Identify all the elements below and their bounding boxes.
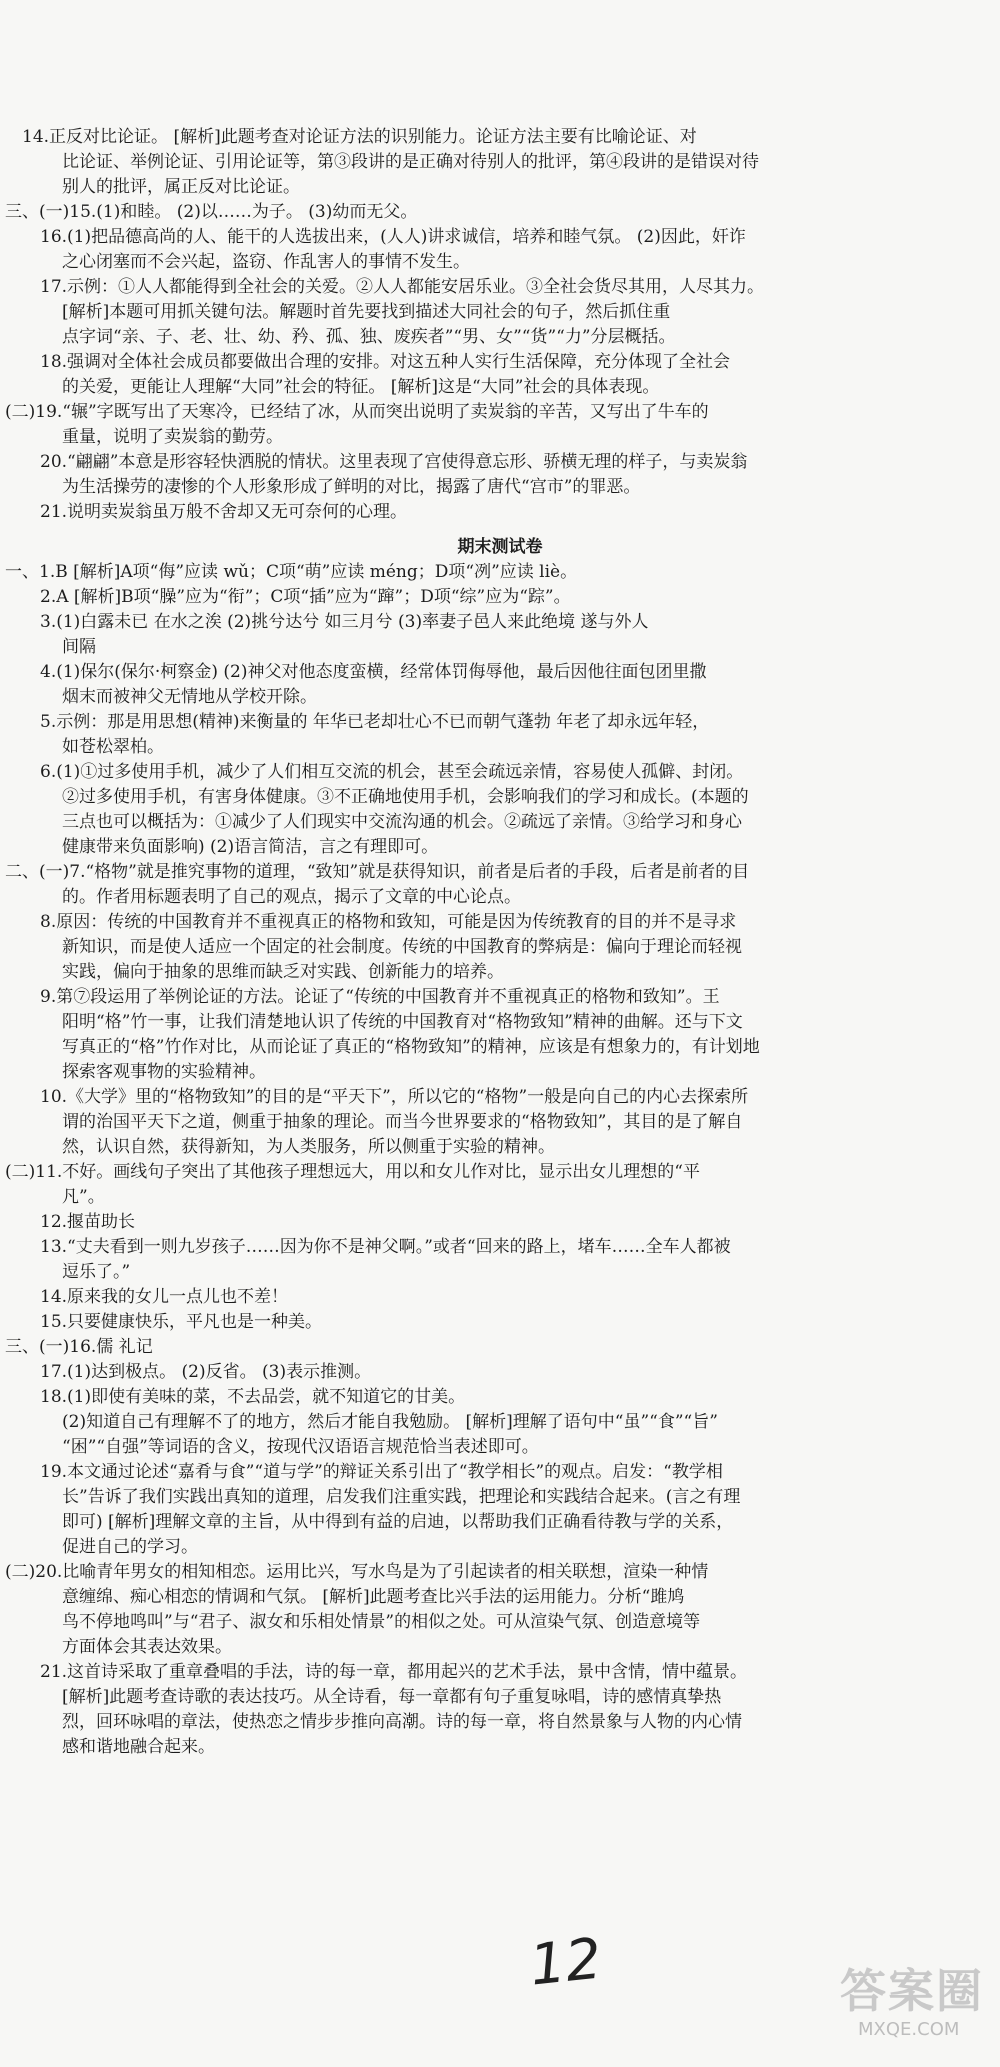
text-line: 20.“翩翩”本意是形容轻快洒脱的情状。这里表现了宫使得意忘形、骄横无理的样子，与卖炭翁 <box>40 452 748 472</box>
text-line: 9.第⑦段运用了举例论证的方法。论证了“传统的中国教育并不重视真正的格物和致知”。王 <box>40 987 720 1007</box>
text-line: 21.说明卖炭翁虽万般不舍却又无可奈何的心理。 <box>40 502 408 522</box>
text-line: 13.“丈夫看到一则九岁孩子……因为你不是神父啊。”或者“回来的路上，堵车……全车人都被 <box>40 1237 731 1257</box>
text-line: 阳明“格”竹一事，让我们清楚地认识了传统的中国教育对“格物致知”精神的曲解。还与下文 <box>62 1012 743 1032</box>
text-line: 新知识，而是使人适应一个固定的社会制度。传统的中国教育的弊病是：偏向于理论而轻视 <box>62 937 742 957</box>
text-line: 6.(1)①过多使用手机，减少了人们相互交流的机会，甚至会疏远亲情，容易使人孤僻、封闭。 <box>40 762 744 782</box>
text-line: 17.(1)达到极点。 (2)反省。 (3)表示推测。 <box>40 1362 372 1382</box>
text-line: 三点也可以概括为：①减少了人们现实中交流沟通的机会。②疏远了亲情。③给学习和身心 <box>62 812 742 832</box>
text-line: (二)11.不好。画线句子突出了其他孩子理想远大，用以和女儿作对比，显示出女儿理想的“平 <box>5 1162 700 1182</box>
text-line: 14.正反对比论证。 [解析]此题考查对论证方法的识别能力。论证方法主要有比喻论证、对 <box>22 127 697 147</box>
text-line: (二)20.比喻青年男女的相知相恋。运用比兴，写水鸟是为了引起读者的相关联想，渲染一种情 <box>5 1562 709 1582</box>
text-line: 别人的批评，属正反对比论证。 <box>62 177 300 197</box>
text-line: 烟末而被神父无情地从学校开除。 <box>62 687 317 707</box>
text-line: 16.(1)把品德高尚的人、能干的人选拔出来，(人人)讲求诚信，培养和睦气氛。 (2)因此，奸诈 <box>40 227 746 247</box>
text-line: 之心闭塞而不会兴起，盗窃、作乱害人的事情不发生。 <box>62 252 470 272</box>
text-line: 比论证、举例论证、引用论证等，第③段讲的是正确对待别人的批评，第④段讲的是错误对待 <box>62 152 759 172</box>
text-line: 促进自己的学习。 <box>62 1537 198 1557</box>
text-line: 点字词“亲、子、老、壮、幼、矜、孤、独、废疾者”“男、女”“货”“力”分层概括。 <box>62 327 676 347</box>
text-line: 的。作者用标题表明了自己的观点，揭示了文章的中心论点。 <box>62 887 521 907</box>
text-line: 方面体会其表达效果。 <box>62 1637 232 1657</box>
text-line: 5.示例：那是用思想(精神)来衡量的 年华已老却壮心不已而朝气蓬勃 年老了却永远年轻， <box>40 712 710 732</box>
text-line: 18.(1)即使有美味的菜，不去品尝，就不知道它的甘美。 <box>40 1387 466 1407</box>
text-line: 凡”。 <box>62 1187 105 1207</box>
text-line: 21.这首诗采取了重章叠唱的手法，诗的每一章，都用起兴的艺术手法，景中含情，情中蕴景。 <box>40 1662 748 1682</box>
text-line: 如苍松翠柏。 <box>62 737 164 757</box>
text-line: 鸟不停地鸣叫”与“君子、淑女和乐相处情景”的相似之处。可从渲染气氛、创造意境等 <box>62 1612 701 1632</box>
text-line: 烈，回环咏唱的章法，使热恋之情步步推向高潮。诗的每一章，将自然景象与人物的内心情 <box>62 1712 742 1732</box>
text-line: 意缠绵、痴心相恋的情调和气氛。 [解析]此题考查比兴手法的运用能力。分析“雎鸠 <box>62 1587 685 1607</box>
text-line: 健康带来负面影响) (2)语言简洁，言之有理即可。 <box>62 837 439 857</box>
text-line: 探索客观事物的实验精神。 <box>62 1062 266 1082</box>
text-line: 19.本文通过论述“嘉肴与食”“道与学”的辩证关系引出了“教学相长”的观点。启发：“教学相 <box>40 1462 723 1482</box>
text-line: 3.(1)白露未已 在水之涘 (2)挑兮达兮 如三月兮 (3)率妻子邑人来此绝境 遂与外人 <box>40 612 649 632</box>
text-line: 10.《大学》里的“格物致知”的目的是“平天下”，所以它的“格物”一般是向自己的内心去探索所 <box>40 1087 749 1107</box>
text-line: ②过多使用手机，有害身体健康。③不正确地使用手机，会影响我们的学习和成长。(本题的 <box>62 787 749 807</box>
text-line: 18.强调对全体社会成员都要做出合理的安排。对这五种人实行生活保障，充分体现了全社会 <box>40 352 731 372</box>
text-line: 一、1.B [解析]A项“侮”应读 wǔ；C项“萌”应读 méng；D项“冽”应读 liè。 <box>5 562 578 582</box>
text-line: 15.只要健康快乐，平凡也是一种美。 <box>40 1312 323 1332</box>
text-line: 2.A [解析]B项“臊”应为“衔”；C项“插”应为“蹿”；D项“综”应为“踪”。 <box>40 587 571 607</box>
text-line: 重量，说明了卖炭翁的勤劳。 <box>62 427 283 447</box>
text-line: 三、(一)16.儒 礼记 <box>5 1337 153 1357</box>
watermark-url: MXQE.COM <box>858 2019 960 2040</box>
text-line: 二、(一)7.“格物”就是推究事物的道理，“致知”就是获得知识，前者是后者的手段，后者是前者的目 <box>5 862 750 882</box>
text-line: 14.原来我的女儿一点儿也不差！ <box>40 1287 289 1307</box>
text-line: 三、(一)15.(1)和睦。 (2)以……为子。 (3)幼而无父。 <box>5 202 418 222</box>
text-line: 间隔 <box>62 637 96 657</box>
text-line: 17.示例：①人人都能得到全社会的关爱。②人人都能安居乐业。③全社会货尽其用，人尽其力。 <box>40 277 765 297</box>
text-line: 8.原因：传统的中国教育并不重视真正的格物和致知，可能是因为传统教育的目的并不是寻求 <box>40 912 737 932</box>
text-line: (2)知道自己有理解不了的地方，然后才能自我勉励。 [解析]理解了语句中“虽”“食”“旨” <box>62 1412 718 1432</box>
text-line: [解析]此题考查诗歌的表达技巧。从全诗看，每一章都有句子重复咏唱，诗的感情真挚热 <box>62 1687 722 1707</box>
text-line: 感和谐地融合起来。 <box>62 1737 215 1757</box>
text-line: 12.揠苗助长 <box>40 1212 136 1232</box>
text-line: 为生活操劳的凄惨的个人形象形成了鲜明的对比，揭露了唐代“宫市”的罪恶。 <box>62 477 641 497</box>
text-line: “困”“自强”等词语的含义，按现代汉语语言规范恰当表述即可。 <box>62 1437 539 1457</box>
watermark-logo <box>840 1955 985 2055</box>
text-line: [解析]本题可用抓关键句法。解题时首先要找到描述大同社会的句子，然后抓住重 <box>62 302 671 322</box>
watermark-text: 答案圈 <box>840 1964 984 2018</box>
text-line: 然，认识自然，获得新知，为人类服务，所以侧重于实验的精神。 <box>62 1137 555 1157</box>
section-title: 期末测试卷 <box>457 537 543 557</box>
text-line: 写真正的“格”竹作对比，从而论证了真正的“格物致知”的精神，应该是有想象力的，有计划地 <box>62 1037 760 1057</box>
text-line: 逗乐了。” <box>62 1262 131 1282</box>
text-line: (二)19.“辗”字既写出了天寒冷，已经结了冰，从而突出说明了卖炭翁的辛苦，又写出了牛车的 <box>5 402 709 422</box>
text-line: 4.(1)保尔(保尔·柯察金) (2)神父对他态度蛮横，经常体罚侮辱他，最后因他往面包团里撒 <box>40 662 707 682</box>
page-number: 12 <box>526 1926 605 1999</box>
text-line: 实践，偏向于抽象的思维而缺乏对实践、创新能力的培养。 <box>62 962 504 982</box>
text-line: 即可) [解析]理解文章的主旨，从中得到有益的启迪，以帮助我们正确看待教与学的关系， <box>62 1512 734 1532</box>
text-line: 的关爱，更能让人理解“大同”社会的特征。 [解析]这是“大同”社会的具体表现。 <box>62 377 660 397</box>
text-line: 长”告诉了我们实践出真知的道理，启发我们注重实践，把理论和实践结合起来。(言之有理 <box>62 1487 741 1507</box>
text-line: 谓的治国平天下之道，侧重于抽象的理论。而当今世界要求的“格物致知”，其目的是了解自 <box>62 1112 743 1132</box>
